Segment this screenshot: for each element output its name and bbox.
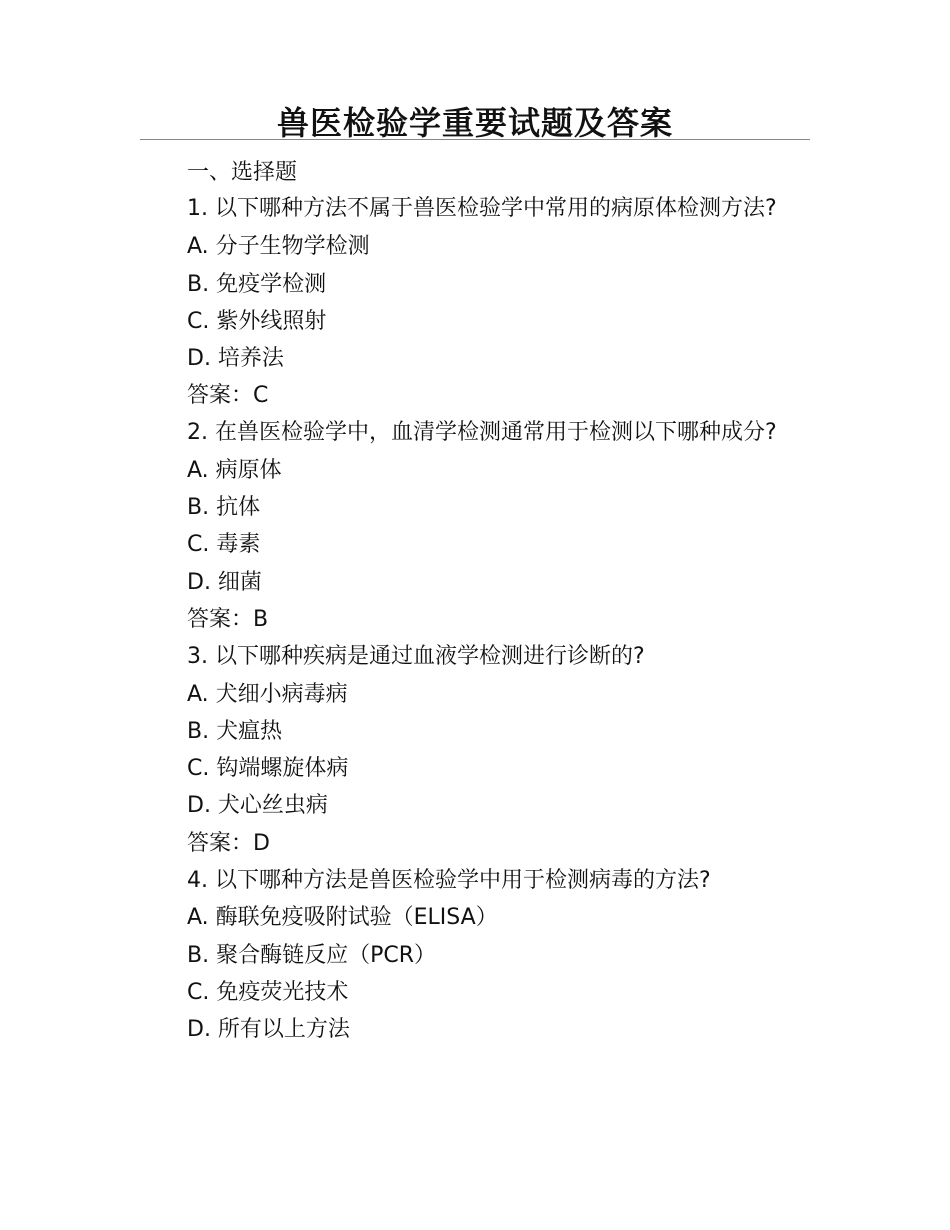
document-body xyxy=(140,154,810,1049)
section-heading: 一、选择题 xyxy=(187,160,298,185)
option-item: B. 免疫学检测 xyxy=(187,271,327,297)
answer-text: 答案：D xyxy=(187,830,270,856)
option-item: B. 犬瘟热 xyxy=(187,718,283,744)
option-item: A. 酶联免疫吸附试验（ELISA） xyxy=(187,905,498,931)
option-item: B. 抗体 xyxy=(187,495,261,521)
page-title: 兽医检验学重要试题及答案 xyxy=(276,104,673,142)
option-item: A. 分子生物学检测 xyxy=(187,234,370,260)
option-item: C. 毒素 xyxy=(187,532,261,558)
answer-text: 答案：B xyxy=(187,606,269,632)
option-item: D. 所有以上方法 xyxy=(187,1017,350,1043)
option-item: B. 聚合酶链反应（PCR） xyxy=(187,942,436,968)
option-item: D. 培养法 xyxy=(187,346,284,372)
question-text: 1. 以下哪种方法不属于兽医检验学中常用的病原体检测方法? xyxy=(187,196,777,222)
question-text: 3. 以下哪种疾病是通过血液学检测进行诊断的? xyxy=(187,644,645,670)
option-item: C. 紫外线照射 xyxy=(187,308,327,334)
question-text: 4. 以下哪种方法是兽医检验学中用于检测病毒的方法? xyxy=(187,868,711,894)
answer-text: 答案：C xyxy=(187,383,269,409)
option-item: C. 钩端螺旋体病 xyxy=(187,756,349,782)
title-underline xyxy=(140,139,810,140)
option-item: C. 免疫荧光技术 xyxy=(187,979,349,1005)
option-item: D. 犬心丝虫病 xyxy=(187,793,328,819)
option-item: D. 细菌 xyxy=(187,569,262,595)
option-item: A. 病原体 xyxy=(187,457,282,483)
option-item: A. 犬细小病毒病 xyxy=(187,681,348,707)
question-text: 2. 在兽医检验学中，血清学检测通常用于检测以下哪种成分? xyxy=(187,419,777,445)
